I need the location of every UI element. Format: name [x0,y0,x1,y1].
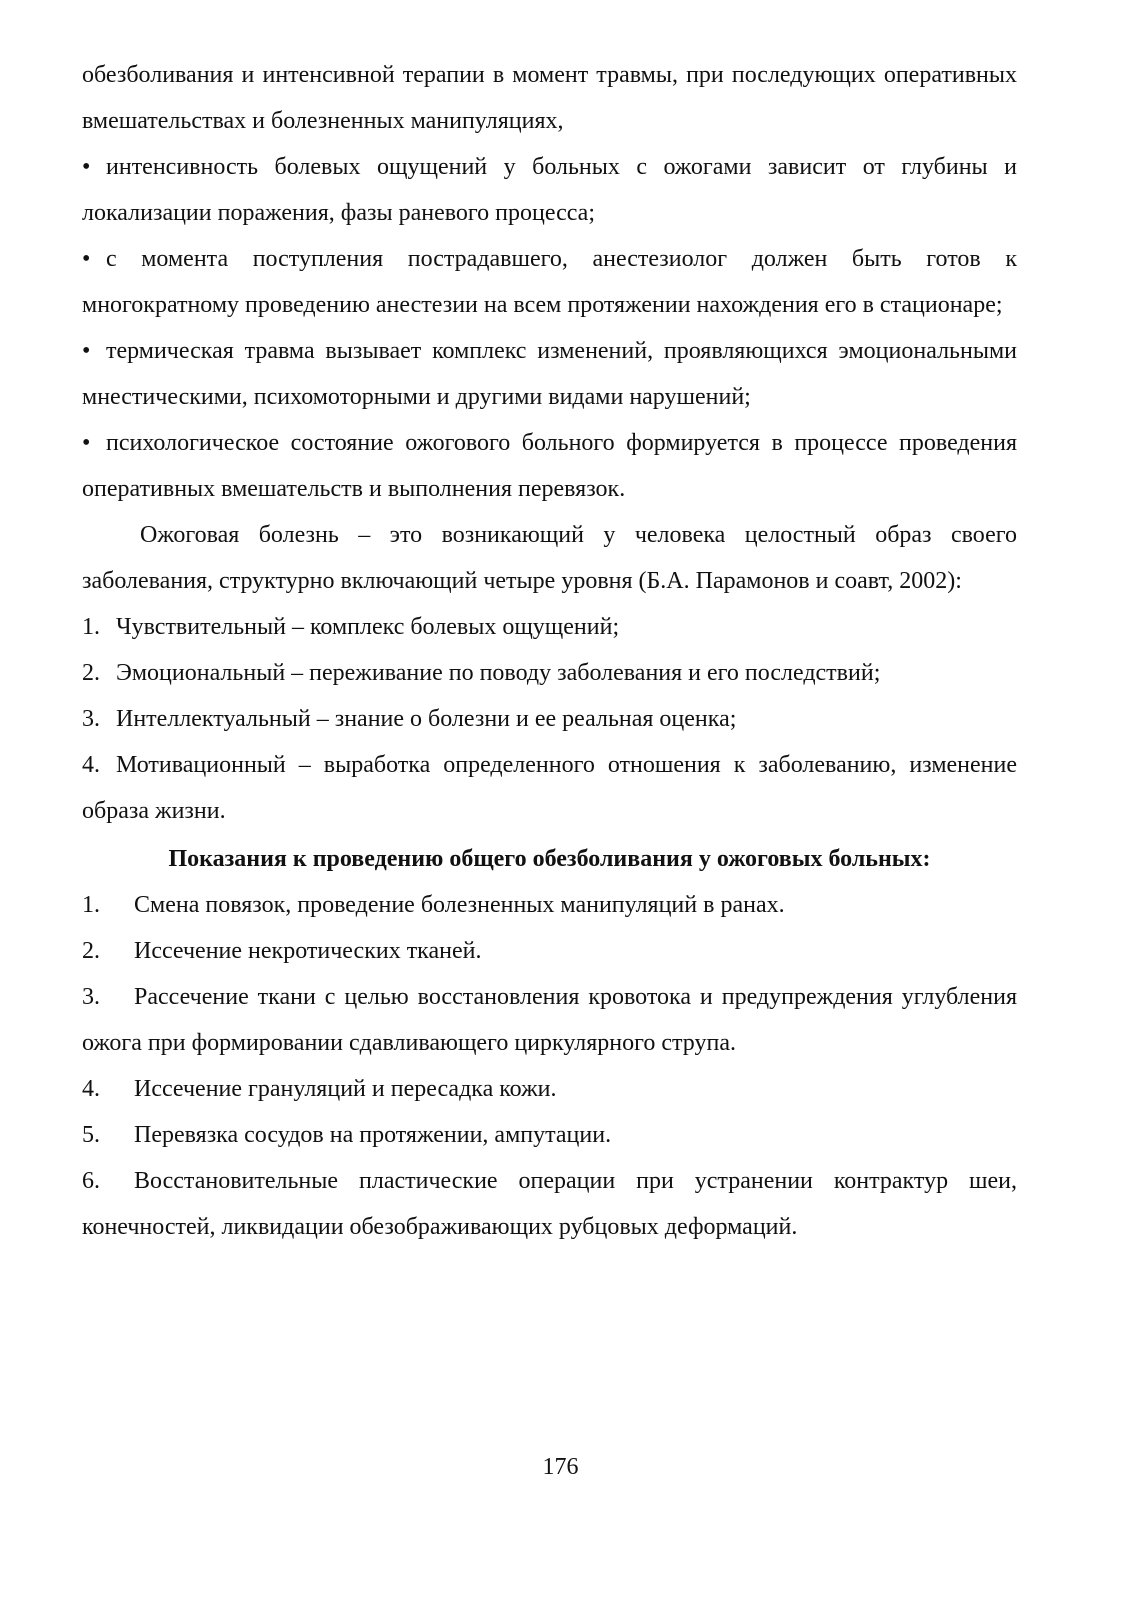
indication-number: 1. [82,892,100,918]
bullet-list [82,144,1017,512]
definition-paragraph: Ожоговая болезнь – это возникающий у человека целостный образ своего заболевания, структурно включающий четыре уровня (Б.А. Парамонов и соавт, 2002): [82,522,1017,594]
bullet-marker: • [82,246,91,272]
bullet-item [82,328,1017,420]
indication-text: Иссечение грануляций и пересадка кожи. [134,1076,557,1102]
level-item [82,650,1017,696]
indication-number: 2. [82,938,100,964]
level-item [82,742,1017,834]
page-body [82,52,1017,1250]
indication-item [82,882,1017,928]
levels-list [82,604,1017,834]
level-text: Чувствительный – комплекс болевых ощущений; [116,614,620,640]
level-item [82,604,1017,650]
page-number: 176 [542,1454,579,1480]
indication-text: Иссечение некротических тканей. [134,938,482,964]
indication-item [82,928,1017,974]
indications-heading: Показания к проведению общего обезболивания у ожоговых больных: [168,846,931,872]
bullet-text: интенсивность болевых ощущений у больных с ожогами зависит от глубины и локализации поражения, фазы раневого процесса; [82,154,1017,226]
indication-item [82,1066,1017,1112]
level-text: Эмоциональный – переживание по поводу заболевания и его последствий; [116,660,881,686]
bullet-marker: • [82,338,91,364]
indication-text: Восстановительные пластические операции при устранении контрактур шеи, конечностей, ликвидации обезображивающих рубцовых деформаций. [82,1168,1017,1240]
indication-number: 4. [82,1076,100,1102]
indication-item [82,1158,1017,1250]
indication-text: Смена повязок, проведение болезненных манипуляций в ранах. [134,892,785,918]
bullet-item [82,144,1017,236]
level-item [82,696,1017,742]
intro-paragraph: обезболивания и интенсивной терапии в момент травмы, при последующих оперативных вмешательствах и болезненных манипуляциях, [82,62,1017,134]
indication-number: 5. [82,1122,100,1148]
indication-text: Рассечение ткани с целью восстановления кровотока и предупреждения углубления ожога при формировании сдавливающего циркулярного струпа. [82,984,1017,1056]
bullet-text: с момента поступления пострадавшего, анестезиолог должен быть готов к многократному проведению анестезии на всем протяжении нахождения его в стационаре; [82,246,1017,318]
level-number: 1. [82,614,100,640]
bullet-text: психологическое состояние ожогового больного формируется в процессе проведения оперативных вмешательств и выполнения перевязок. [82,430,1017,502]
level-text: Интеллектуальный – знание о болезни и ее реальная оценка; [116,706,737,732]
indication-item [82,1112,1017,1158]
bullet-marker: • [82,154,91,180]
level-number: 3. [82,706,100,732]
bullet-text: термическая травма вызывает комплекс изменений, проявляющихся эмоциональными мнестическими, психомоторными и другими видами нарушений; [82,338,1017,410]
indication-number: 6. [82,1168,100,1194]
bullet-item [82,236,1017,328]
bullet-marker: • [82,430,91,456]
indications-list [82,882,1017,1250]
indication-item [82,974,1017,1066]
level-number: 2. [82,660,100,686]
level-text: Мотивационный – выработка определенного отношения к заболеванию, изменение образа жизни. [82,752,1017,824]
indication-text: Перевязка сосудов на протяжении, ампутации. [134,1122,612,1148]
bullet-item [82,420,1017,512]
level-number: 4. [82,752,100,778]
indication-number: 3. [82,984,100,1010]
